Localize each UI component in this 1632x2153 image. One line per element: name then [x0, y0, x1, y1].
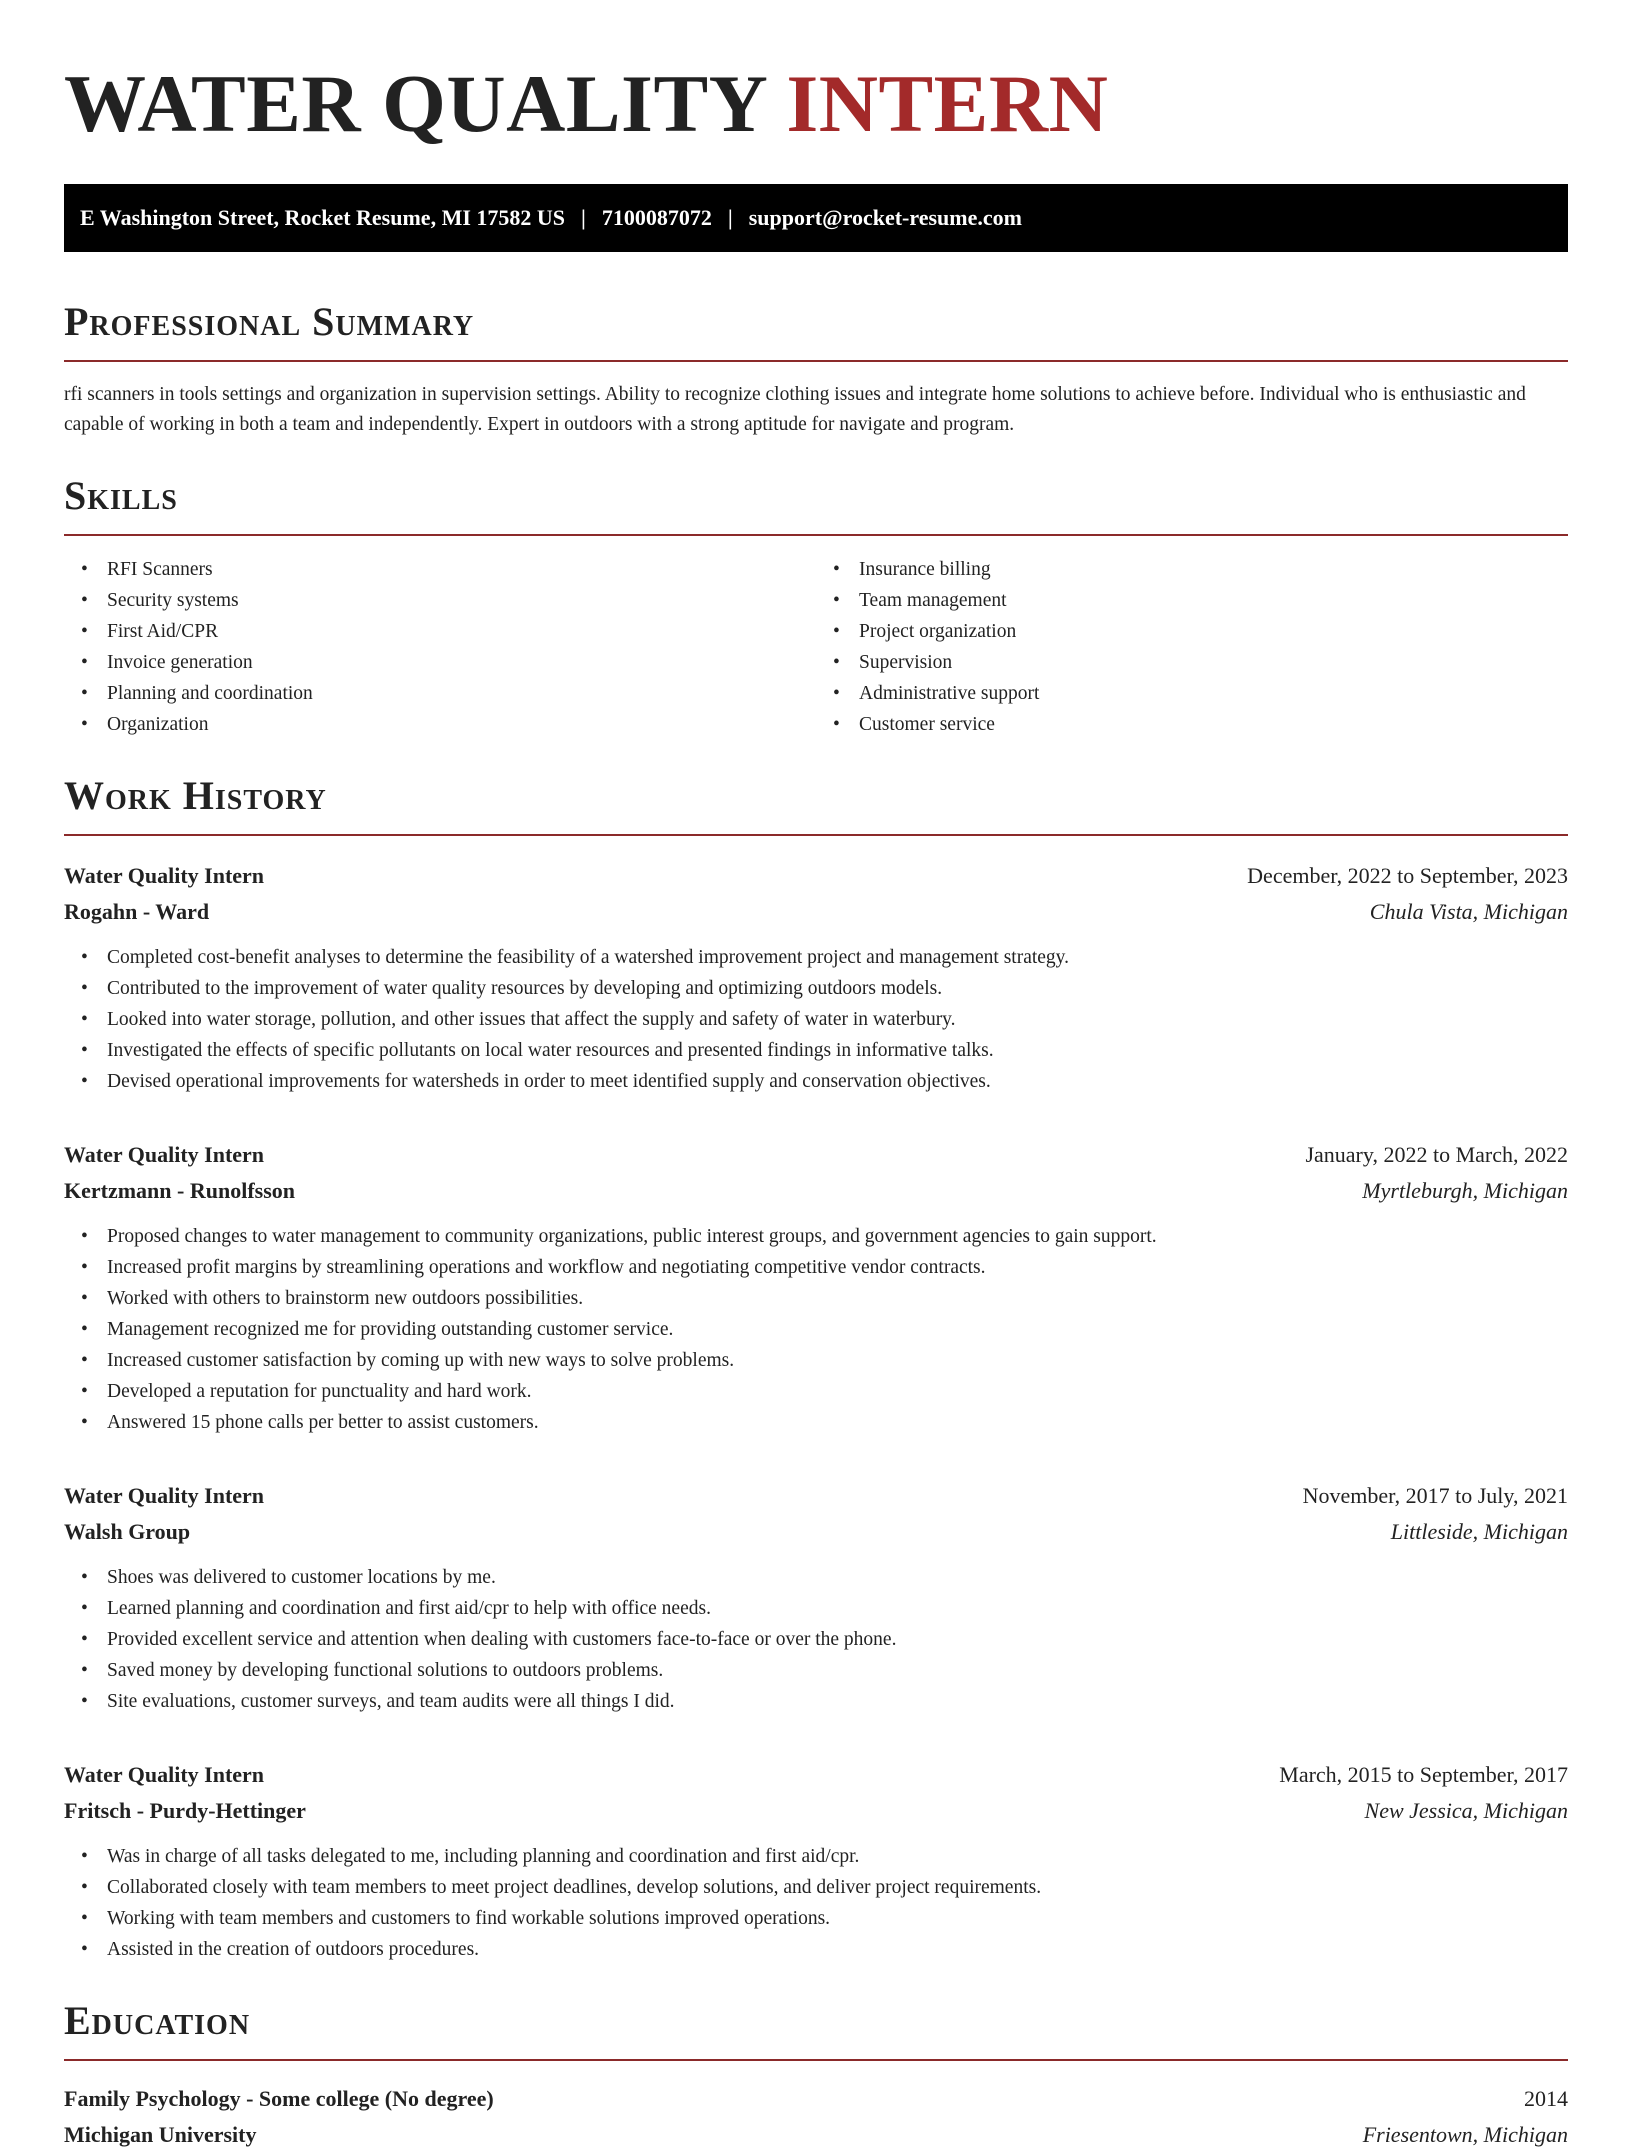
education-section — [64, 1997, 1568, 2153]
job-entry — [64, 1757, 1568, 1965]
skills-heading: Skills — [64, 473, 178, 518]
job-bullet: • Looked into water storage, pollution, and other issues that affect the supply and safety of water in waterbury. — [107, 1004, 1568, 1035]
contact-bar — [64, 184, 1568, 252]
skills-column-left — [64, 554, 816, 740]
skill-item: • Organization — [107, 709, 816, 740]
job-title: Water Quality Intern — [64, 1483, 265, 1508]
job-dates: March, 2015 to September, 2017 — [1279, 1762, 1568, 1787]
job-bullets — [64, 1841, 1568, 1965]
contact-separator: | — [581, 205, 586, 230]
job-company-row — [64, 1173, 1568, 1209]
job-bullet: • Saved money by developing functional solutions to outdoors problems. — [107, 1655, 1568, 1686]
job-company-row — [64, 1514, 1568, 1550]
job-entry — [64, 1478, 1568, 1717]
skill-item: • Security systems — [107, 585, 816, 616]
job-bullet: • Provided excellent service and attention when dealing with customers face-to-face or over the phone. — [107, 1624, 1568, 1655]
title-accent: INTERN — [786, 58, 1109, 149]
job-dates: December, 2022 to September, 2023 — [1247, 863, 1568, 888]
title-main: WATER QUALITY — [64, 58, 766, 149]
skills-section — [64, 472, 1568, 740]
skill-item: • Team management — [859, 585, 1568, 616]
contact-separator: | — [727, 205, 733, 230]
work-history-heading: Work History — [64, 773, 327, 818]
job-header-row — [64, 1757, 1568, 1793]
contact-email: support@rocket-resume.com — [748, 205, 1022, 230]
job-header-row — [64, 1478, 1568, 1514]
skills-column-right — [816, 554, 1568, 740]
job-company: Fritsch - Purdy-Hettinger — [64, 1798, 306, 1823]
job-bullet: • Developed a reputation for punctuality and hard work. — [107, 1376, 1568, 1407]
summary-section — [64, 298, 1568, 440]
job-location: Myrtleburgh, Michigan — [1362, 1178, 1568, 1203]
job-bullet: • Was in charge of all tasks delegated to me, including planning and coordination and first aid/cpr. — [107, 1841, 1568, 1872]
skill-item: • Customer service — [859, 709, 1568, 740]
skills-grid — [64, 554, 1568, 740]
section-divider — [64, 534, 1568, 536]
job-title: Water Quality Intern — [64, 863, 265, 888]
job-bullets — [64, 1221, 1568, 1438]
skill-item: • Insurance billing — [859, 554, 1568, 585]
skill-item: • RFI Scanners — [107, 554, 816, 585]
job-bullet: • Management recognized me for providing outstanding customer service. — [107, 1314, 1568, 1345]
job-bullet: • Shoes was delivered to customer locations by me. — [107, 1562, 1568, 1593]
resume-title — [64, 56, 1568, 152]
job-company-row — [64, 1793, 1568, 1829]
job-dates: November, 2017 to July, 2021 — [1302, 1483, 1568, 1508]
job-company: Walsh Group — [64, 1519, 191, 1544]
work-history-section — [64, 772, 1568, 1965]
job-location: New Jessica, Michigan — [1364, 1798, 1568, 1823]
job-bullet: • Completed cost-benefit analyses to determine the feasibility of a watershed improvement project and management strategy. — [107, 942, 1568, 973]
job-bullet: • Worked with others to brainstorm new outdoors possibilities. — [107, 1283, 1568, 1314]
job-header-row — [64, 1137, 1568, 1173]
education-location: Friesentown, Michigan — [1362, 2122, 1568, 2147]
job-bullet: • Answered 15 phone calls per better to assist customers. — [107, 1407, 1568, 1438]
section-divider — [64, 360, 1568, 362]
job-bullet: • Assisted in the creation of outdoors procedures. — [107, 1934, 1568, 1965]
job-bullet: • Proposed changes to water management to community organizations, public interest groups, and government agencies to gain support. — [107, 1221, 1568, 1252]
education-heading: Education — [64, 1998, 251, 2043]
job-company: Kertzmann - Runolfsson — [64, 1178, 296, 1203]
job-bullet: • Collaborated closely with team members to meet project deadlines, develop solutions, and deliver project requirements. — [107, 1872, 1568, 1903]
skill-item: • Invoice generation — [107, 647, 816, 678]
contact-phone: 7100087072 — [601, 205, 712, 230]
section-divider — [64, 2059, 1568, 2061]
job-dates: January, 2022 to March, 2022 — [1305, 1142, 1568, 1167]
job-title: Water Quality Intern — [64, 1142, 265, 1167]
education-year: 2014 — [1524, 2086, 1568, 2111]
skill-item: • First Aid/CPR — [107, 616, 816, 647]
job-bullet: • Increased profit margins by streamlining operations and workflow and negotiating competitive vendor contracts. — [107, 1252, 1568, 1283]
job-bullet: • Investigated the effects of specific pollutants on local water resources and presented findings in informative talks. — [107, 1035, 1568, 1066]
job-entry — [64, 1137, 1568, 1438]
education-school: Michigan University — [64, 2122, 257, 2147]
contact-address: E Washington Street, Rocket Resume, MI 17582 US — [80, 205, 566, 230]
job-bullet: • Working with team members and customers to find workable solutions improved operations. — [107, 1903, 1568, 1934]
job-bullets — [64, 1562, 1568, 1717]
job-bullet: • Increased customer satisfaction by coming up with new ways to solve problems. — [107, 1345, 1568, 1376]
education-school-row — [64, 2117, 1568, 2153]
job-bullet: • Learned planning and coordination and first aid/cpr to help with office needs. — [107, 1593, 1568, 1624]
skill-item: • Planning and coordination — [107, 678, 816, 709]
section-divider — [64, 834, 1568, 836]
skill-item: • Project organization — [859, 616, 1568, 647]
job-location: Littleside, Michigan — [1390, 1519, 1568, 1544]
job-company-row — [64, 894, 1568, 930]
summary-text: rfi scanners in tools settings and organization in supervision settings. Ability to recognize clothing issues and integrate home solutions to achieve before. Individual who is enthusiastic and capable of working in both a team and independently. Expert in outdoors with a strong aptitude for navigate and program. — [64, 384, 1526, 435]
job-company: Rogahn - Ward — [64, 899, 210, 924]
job-header-row — [64, 858, 1568, 894]
job-bullet: • Site evaluations, customer surveys, and team audits were all things I did. — [107, 1686, 1568, 1717]
summary-heading: Professional Summary — [64, 299, 475, 344]
skill-item: • Supervision — [859, 647, 1568, 678]
job-title: Water Quality Intern — [64, 1762, 265, 1787]
job-location: Chula Vista, Michigan — [1369, 899, 1568, 924]
job-bullet: • Contributed to the improvement of water quality resources by developing and optimizing outdoors models. — [107, 973, 1568, 1004]
education-entry — [64, 2081, 1568, 2153]
job-bullets — [64, 942, 1568, 1097]
job-entry — [64, 858, 1568, 1097]
education-degree: Family Psychology - Some college (No degree) — [64, 2086, 494, 2111]
job-bullet: • Devised operational improvements for watersheds in order to meet identified supply and conservation objectives. — [107, 1066, 1568, 1097]
skill-item: • Administrative support — [859, 678, 1568, 709]
